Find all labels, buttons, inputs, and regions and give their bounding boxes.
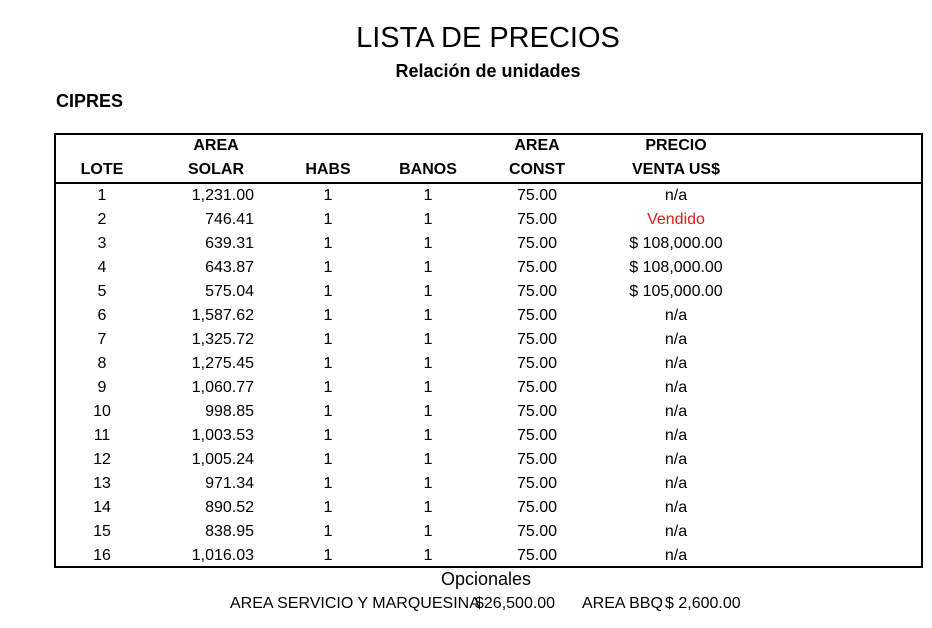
- optional-service-label: AREA SERVICIO Y MARQUESINA: [230, 595, 480, 612]
- cell-lote: 1: [97, 187, 107, 204]
- cell-area-solar: 639.31: [205, 235, 254, 252]
- cell-area-const: 75.00: [516, 211, 558, 228]
- cell-precio: n/a: [664, 331, 688, 348]
- cell-precio: n/a: [664, 499, 688, 516]
- cell-lote: 5: [97, 283, 107, 300]
- cell-precio: n/a: [664, 523, 688, 540]
- table-row: [56, 400, 921, 424]
- cell-lote: 10: [93, 403, 111, 420]
- cell-lote: 8: [97, 355, 107, 372]
- cell-banos: 1: [423, 451, 433, 468]
- cell-lote: 15: [93, 523, 111, 540]
- header-precio-line1: PRECIO: [645, 137, 707, 154]
- table-row: [56, 544, 921, 568]
- cell-area-const: 75.00: [516, 259, 558, 276]
- table-row: [56, 376, 921, 400]
- cell-area-solar: 1,060.77: [191, 379, 254, 396]
- cell-area-const: 75.00: [516, 355, 558, 372]
- optional-bbq-price: $ 2,600.00: [665, 595, 741, 612]
- table-row: [56, 448, 921, 472]
- cell-banos: 1: [423, 523, 433, 540]
- cell-lote: 2: [97, 211, 107, 228]
- page-subtitle: Relación de unidades: [395, 61, 581, 81]
- table-row: [56, 424, 921, 448]
- cell-area-const: 75.00: [516, 451, 558, 468]
- cell-precio: n/a: [664, 355, 688, 372]
- cell-banos: 1: [423, 235, 433, 252]
- header-banos-line2: BANOS: [399, 161, 457, 178]
- cell-habs: 1: [323, 427, 333, 444]
- cell-banos: 1: [423, 283, 433, 300]
- cell-area-solar: 643.87: [205, 259, 254, 276]
- cell-precio: $ 108,000.00: [629, 259, 723, 276]
- cell-area-solar: 1,005.24: [191, 451, 254, 468]
- page-title: LISTA DE PRECIOS: [356, 22, 620, 54]
- cell-precio: n/a: [664, 379, 688, 396]
- cell-area-solar: 838.95: [205, 523, 254, 540]
- cell-habs: 1: [323, 475, 333, 492]
- cell-banos: 1: [423, 499, 433, 516]
- cell-precio: n/a: [664, 547, 688, 564]
- cell-banos: 1: [423, 379, 433, 396]
- cell-lote: 16: [93, 547, 111, 564]
- cell-habs: 1: [323, 187, 333, 204]
- table-row: [56, 496, 921, 520]
- cell-area-const: 75.00: [516, 523, 558, 540]
- cell-lote: 11: [93, 427, 111, 444]
- cell-habs: 1: [323, 283, 333, 300]
- table-row: [56, 304, 921, 328]
- cell-banos: 1: [423, 259, 433, 276]
- table-row: [56, 520, 921, 544]
- cell-lote: 14: [93, 499, 111, 516]
- cell-banos: 1: [423, 403, 433, 420]
- table-row: [56, 232, 921, 256]
- cell-habs: 1: [323, 235, 333, 252]
- cell-precio: n/a: [664, 427, 688, 444]
- cell-area-const: 75.00: [516, 235, 558, 252]
- cell-area-const: 75.00: [516, 547, 558, 564]
- cell-area-solar: 998.85: [205, 403, 254, 420]
- cell-habs: 1: [323, 259, 333, 276]
- cell-precio: n/a: [664, 187, 688, 204]
- cell-area-solar: 1,231.00: [191, 187, 254, 204]
- header-area-solar-line1: AREA: [193, 137, 239, 154]
- cell-area-const: 75.00: [516, 403, 558, 420]
- optionals-title: Opcionales: [440, 569, 532, 589]
- table-row: [56, 184, 921, 208]
- cell-precio: $ 105,000.00: [629, 283, 723, 300]
- cell-lote: 3: [97, 235, 107, 252]
- cell-lote: 4: [97, 259, 107, 276]
- cell-habs: 1: [323, 379, 333, 396]
- cell-lote: 7: [97, 331, 107, 348]
- cell-area-solar: 1,275.45: [191, 355, 254, 372]
- cell-area-const: 75.00: [516, 475, 558, 492]
- header-area-const-line1: AREA: [514, 137, 560, 154]
- cell-lote: 13: [93, 475, 111, 492]
- cell-banos: 1: [423, 427, 433, 444]
- cell-area-solar: 890.52: [205, 499, 254, 516]
- cell-banos: 1: [423, 211, 433, 228]
- cell-lote: 6: [97, 307, 107, 324]
- table-row: [56, 352, 921, 376]
- table-header: [56, 135, 921, 184]
- header-area-const-line2: CONST: [509, 161, 565, 178]
- cell-area-solar: 746.41: [205, 211, 254, 228]
- cell-area-solar: 1,587.62: [191, 307, 254, 324]
- cell-habs: 1: [323, 403, 333, 420]
- optional-bbq-label: AREA BBQ: [582, 595, 663, 612]
- cell-habs: 1: [323, 451, 333, 468]
- cell-banos: 1: [423, 331, 433, 348]
- cell-habs: 1: [323, 355, 333, 372]
- header-habs-line2: HABS: [305, 161, 351, 178]
- header-lote-line2: LOTE: [80, 161, 124, 178]
- cell-area-solar: 575.04: [205, 283, 254, 300]
- cell-habs: 1: [323, 331, 333, 348]
- cell-lote: 12: [93, 451, 111, 468]
- cell-area-const: 75.00: [516, 499, 558, 516]
- cell-precio: $ 108,000.00: [629, 235, 723, 252]
- optional-service-price: $26,500.00: [475, 595, 556, 612]
- cell-area-const: 75.00: [516, 427, 558, 444]
- optionals-line: [0, 593, 932, 615]
- table-row: [56, 472, 921, 496]
- cell-area-solar: 1,325.72: [191, 331, 254, 348]
- cell-area-const: 75.00: [516, 307, 558, 324]
- header-precio-line2: VENTA US$: [631, 161, 720, 178]
- cell-area-const: 75.00: [516, 283, 558, 300]
- cell-precio: Vendido: [647, 211, 705, 228]
- table-row: [56, 256, 921, 280]
- cell-precio: n/a: [664, 451, 688, 468]
- cell-habs: 1: [323, 523, 333, 540]
- cell-area-solar: 971.34: [205, 475, 254, 492]
- price-table: [54, 133, 923, 568]
- cell-habs: 1: [323, 211, 333, 228]
- section-title: CIPRES: [56, 91, 124, 111]
- cell-precio: n/a: [664, 307, 688, 324]
- cell-habs: 1: [323, 499, 333, 516]
- cell-banos: 1: [423, 307, 433, 324]
- header-area-solar-line2: SOLAR: [188, 161, 244, 178]
- cell-banos: 1: [423, 187, 433, 204]
- table-row: [56, 208, 921, 232]
- cell-precio: n/a: [664, 403, 688, 420]
- cell-habs: 1: [323, 547, 333, 564]
- cell-area-const: 75.00: [516, 331, 558, 348]
- cell-area-const: 75.00: [516, 379, 558, 396]
- cell-precio: n/a: [664, 475, 688, 492]
- cell-area-solar: 1,016.03: [191, 547, 254, 564]
- cell-lote: 9: [97, 379, 107, 396]
- cell-habs: 1: [323, 307, 333, 324]
- table-row: [56, 328, 921, 352]
- cell-area-solar: 1,003.53: [191, 427, 254, 444]
- cell-banos: 1: [423, 475, 433, 492]
- cell-banos: 1: [423, 355, 433, 372]
- cell-banos: 1: [423, 547, 433, 564]
- cell-area-const: 75.00: [516, 187, 558, 204]
- table-row: [56, 280, 921, 304]
